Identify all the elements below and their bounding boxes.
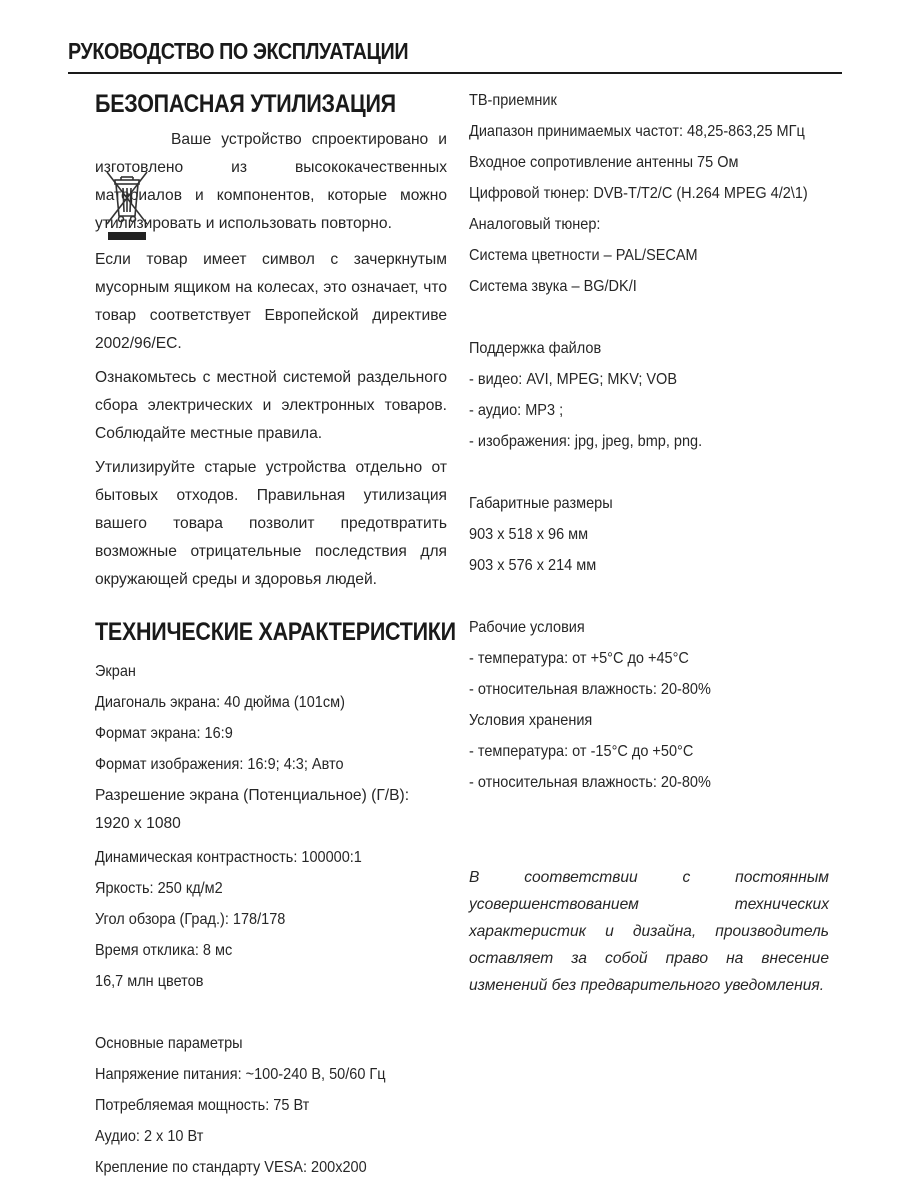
- power-supply: Напряжение питания: ~100-240 В, 50/60 Гц: [95, 1066, 386, 1083]
- screen-resolution: Разрешение экрана (Потенциальное) (Г/В): 1920 х 1080: [95, 787, 410, 832]
- response-time: Время отклика: 8 мс: [95, 942, 233, 959]
- color-count: 16,7 млн цветов: [95, 973, 204, 990]
- disposal-paragraph-2: Ознакомьтесь с местной системой раздельного сбора электрических и электронных товаров. Соблюдайте местные правила.: [95, 369, 447, 442]
- disposal-paragraph-1: Если товар имеет символ с зачеркнутым мусорным ящиком на колесах, это означает, что товар соответствует Европейской директиве 2002/96/EC.: [95, 251, 447, 352]
- dimensions-without-stand: 903 x 518 x 96 мм: [469, 526, 589, 543]
- antenna-impedance: Входное сопротивление антенны 75 Ом: [469, 154, 739, 171]
- storage-heading: Условия хранения: [469, 712, 593, 729]
- operating-humidity: - относительная влажность: 20-80%: [469, 681, 711, 698]
- tuner-heading: ТВ-приемник: [469, 92, 557, 109]
- specs-title: ТЕХНИЧЕСКИЕ ХАРАКТЕРИСТИКИ: [95, 618, 456, 646]
- color-system: Система цветности – PAL/SECAM: [469, 247, 698, 264]
- storage-temperature: - температура: от -15°С до +50°С: [469, 743, 694, 760]
- right-column: [469, 90, 829, 1015]
- viewing-angle: Угол обзора (Град.): 178/178: [95, 911, 286, 928]
- disposal-intro: [95, 126, 447, 246]
- power-consumption: Потребляемая мощность: 75 Вт: [95, 1097, 310, 1114]
- change-notice: В соответствии с постоянным усовершенствованием технических характеристик и дизайна, производитель оставляет за собой право на внесение изменений без предварительного уведомления.: [469, 869, 829, 994]
- disposal-paragraph-3: Утилизируйте старые устройства отдельно от бытовых отходов. Правильная утилизация вашего товара позволит предотвратить возможные отрицательные последствия для окружающей среды и здоровья людей.: [95, 459, 447, 588]
- main-params-heading: Основные параметры: [95, 1035, 243, 1052]
- dynamic-contrast: Динамическая контрастность: 100000:1: [95, 849, 362, 866]
- dimensions-with-stand: 903 x 576 x 214 мм: [469, 557, 597, 574]
- audio-output: Аудио: 2 х 10 Вт: [95, 1128, 204, 1145]
- sound-system: Система звука – BG/DK/I: [469, 278, 637, 295]
- operating-temperature: - температура: от +5°С до +45°С: [469, 650, 689, 667]
- page-header-title: РУКОВОДСТВО ПО ЭКСПЛУАТАЦИИ: [68, 38, 409, 64]
- files-heading: Поддержка файлов: [469, 340, 602, 357]
- left-column: [95, 90, 456, 1183]
- image-formats: - изображения: jpg, jpeg, bmp, png.: [469, 433, 703, 450]
- header-divider: [68, 72, 842, 74]
- storage-humidity: - относительная влажность: 20-80%: [469, 774, 711, 791]
- frequency-range: Диапазон принимаемых частот: 48,25-863,25 МГц: [469, 123, 805, 140]
- disposal-intro-text: Ваше устройство спроектировано и изготовлено из высококачественных материалов и компонентов, которые можно утилизировать и использовать повторно.: [95, 131, 447, 232]
- crossed-bin-icon: [99, 166, 155, 244]
- operating-heading: Рабочие условия: [469, 619, 585, 636]
- screen-heading: Экран: [95, 663, 136, 680]
- analog-tuner: Аналоговый тюнер:: [469, 216, 601, 233]
- vesa-mount: Крепление по стандарту VESA: 200х200: [95, 1159, 367, 1176]
- video-formats: - видео: AVI, MPEG; MKV; VOB: [469, 371, 678, 388]
- screen-diagonal: Диагональ экрана: 40 дюйма (101см): [95, 694, 345, 711]
- image-format: Формат изображения: 16:9; 4:3; Авто: [95, 756, 344, 773]
- brightness: Яркость: 250 кд/м2: [95, 880, 223, 897]
- digital-tuner: Цифровой тюнер: DVB-T/T2/C (H.264 MPEG 4/2\1): [469, 185, 808, 202]
- screen-format: Формат экрана: 16:9: [95, 725, 233, 742]
- audio-formats: - аудио: MP3 ;: [469, 402, 564, 419]
- dimensions-heading: Габаритные размеры: [469, 495, 613, 512]
- disposal-title: БЕЗОПАСНАЯ УТИЛИЗАЦИЯ: [95, 90, 396, 118]
